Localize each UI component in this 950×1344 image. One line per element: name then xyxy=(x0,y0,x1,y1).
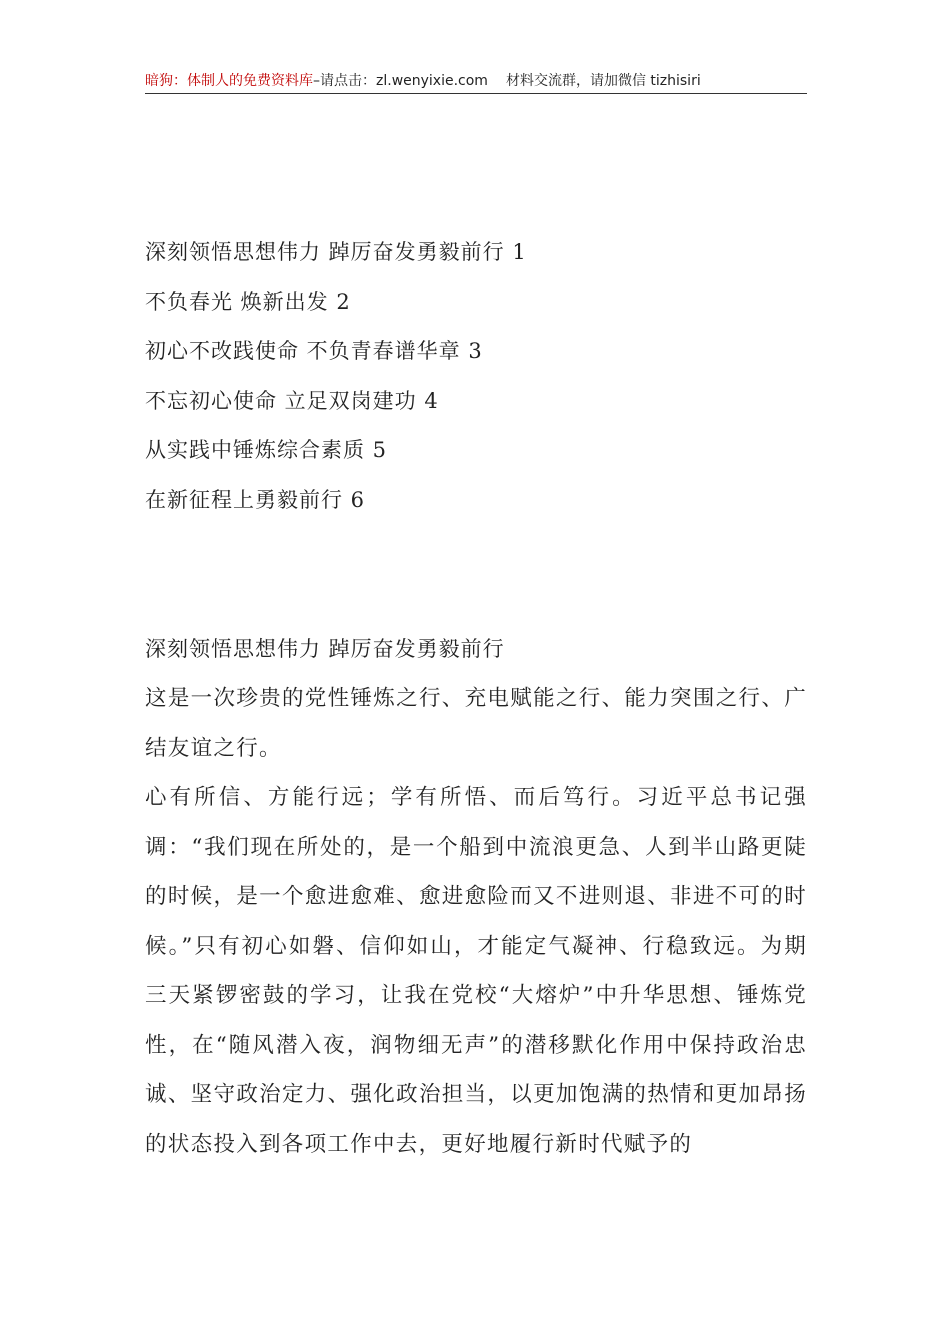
header-divider xyxy=(145,93,807,94)
brand-text: 暗狗：体制人的免费资料库 xyxy=(145,73,313,89)
page-header xyxy=(145,70,805,92)
table-of-contents xyxy=(145,228,805,525)
toc-item[interactable]: 深刻领悟思想伟力 踔厉奋发勇毅前行 1 xyxy=(145,240,527,264)
article-paragraph: 这是一次珍贵的党性锤炼之行、充电赋能之行、能力突围之行、广结友谊之行。 xyxy=(145,686,807,761)
toc-item[interactable]: 在新征程上勇毅前行 6 xyxy=(145,487,366,512)
article-title: 深刻领悟思想伟力 踔厉奋发勇毅前行 xyxy=(145,637,505,661)
wechat-group-text: 材料交流群，请加微信 tizhisiri xyxy=(505,73,701,89)
toc-item[interactable]: 不负春光 焕新出发 2 xyxy=(145,289,351,314)
article-paragraph: 心有所信、方能行远；学有所悟、而后笃行。习近平总书记强调：“我们现在所处的，是一个船到中流浪更急、人到半山路更陡的时候，是一个愈进愈难、愈进愈险而又不进则退、非进不可的时候。”只有初心如磐、信仰如山，才能定气凝神、行稳致远。为期三天紧锣密鼓的学习，让我在党校“大熔炉”中升华思想、锤炼党性，在“随风潜入夜，润物细无声”的潜移默化作用中保持政治忠诚、坚守政治定力、强化政治担当，以更加饱满的热情和更加昂扬的状态投入到各项工作中去，更好地履行新时代赋予的 xyxy=(145,785,807,1157)
article-body xyxy=(145,625,807,1169)
toc-item[interactable]: 初心不改践使命 不负青春谱华章 3 xyxy=(145,339,483,363)
site-link[interactable]: –请点击：zl.wenyixie.com xyxy=(313,73,488,89)
toc-item[interactable]: 不忘初心使命 立足双岗建功 4 xyxy=(145,388,439,413)
toc-item[interactable]: 从实践中锤炼综合素质 5 xyxy=(145,438,388,462)
